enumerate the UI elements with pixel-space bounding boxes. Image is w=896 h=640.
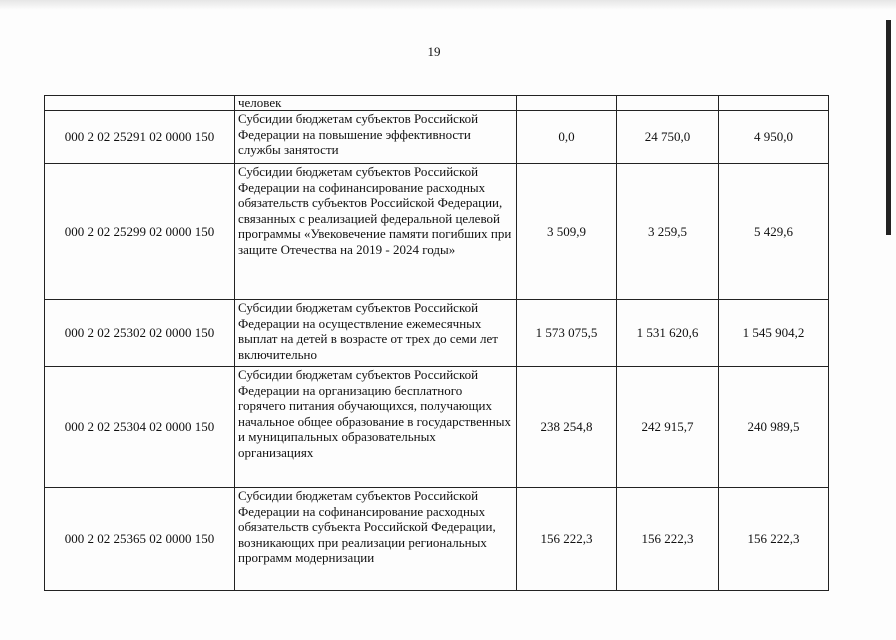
value-cell: 156 222,3: [617, 488, 719, 591]
budget-table: [44, 95, 829, 591]
value-cell: 24 750,0: [617, 111, 719, 164]
value-cell: 1 545 904,2: [719, 300, 829, 367]
value-cell: 238 254,8: [517, 367, 617, 488]
value-cell: 156 222,3: [517, 488, 617, 591]
table-row: [45, 111, 829, 164]
table-row: [45, 367, 829, 488]
page-number: 19: [427, 44, 441, 59]
code-cell: 000 2 02 25291 02 0000 150: [45, 111, 235, 164]
code-cell: 000 2 02 25299 02 0000 150: [45, 164, 235, 300]
value-cell: 3 259,5: [617, 164, 719, 300]
code-cell: 000 2 02 25304 02 0000 150: [45, 367, 235, 488]
value-cell: 1 531 620,6: [617, 300, 719, 367]
value-cell: 240 989,5: [719, 367, 829, 488]
description-cell: Субсидии бюджетам субъектов Российской Федерации на организацию бесплатного горячего питания обучающихся, получающих начальное общее образование в государственных и муниципальных образовательных организациях: [235, 367, 517, 488]
code-cell: [45, 96, 235, 111]
value-cell: 156 222,3: [719, 488, 829, 591]
code-cell: 000 2 02 25302 02 0000 150: [45, 300, 235, 367]
value-cell: [517, 96, 617, 111]
description-cell: Субсидии бюджетам субъектов Российской Федерации на повышение эффективности службы занятости: [235, 111, 517, 164]
table-row-continuation: [45, 96, 829, 111]
value-cell: [617, 96, 719, 111]
description-cell: Субсидии бюджетам субъектов Российской Федерации на софинансирование расходных обязательств субъекта Российской Федерации, возникающих при реализации региональных программ модернизации: [235, 488, 517, 591]
scan-edge-right: [886, 20, 891, 235]
table-row: [45, 488, 829, 591]
value-cell: 3 509,9: [517, 164, 617, 300]
table-row: [45, 300, 829, 367]
value-cell: 4 950,0: [719, 111, 829, 164]
value-cell: 1 573 075,5: [517, 300, 617, 367]
code-cell: 000 2 02 25365 02 0000 150: [45, 488, 235, 591]
description-cell: человек: [235, 96, 517, 111]
table-row: [45, 164, 829, 300]
value-cell: 5 429,6: [719, 164, 829, 300]
value-cell: 0,0: [517, 111, 617, 164]
scan-edge-top: [0, 0, 896, 10]
value-cell: [719, 96, 829, 111]
description-cell: Субсидии бюджетам субъектов Российской Федерации на осуществление ежемесячных выплат на детей в возрасте от трех до семи лет включительно: [235, 300, 517, 367]
value-cell: 242 915,7: [617, 367, 719, 488]
description-cell: Субсидии бюджетам субъектов Российской Федерации на софинансирование расходных обязательств субъектов Российской Федерации, связанных с реализацией федеральной целевой программы «Увековечение памяти погибших при защите Отечества на 2019 - 2024 годы»: [235, 164, 517, 300]
